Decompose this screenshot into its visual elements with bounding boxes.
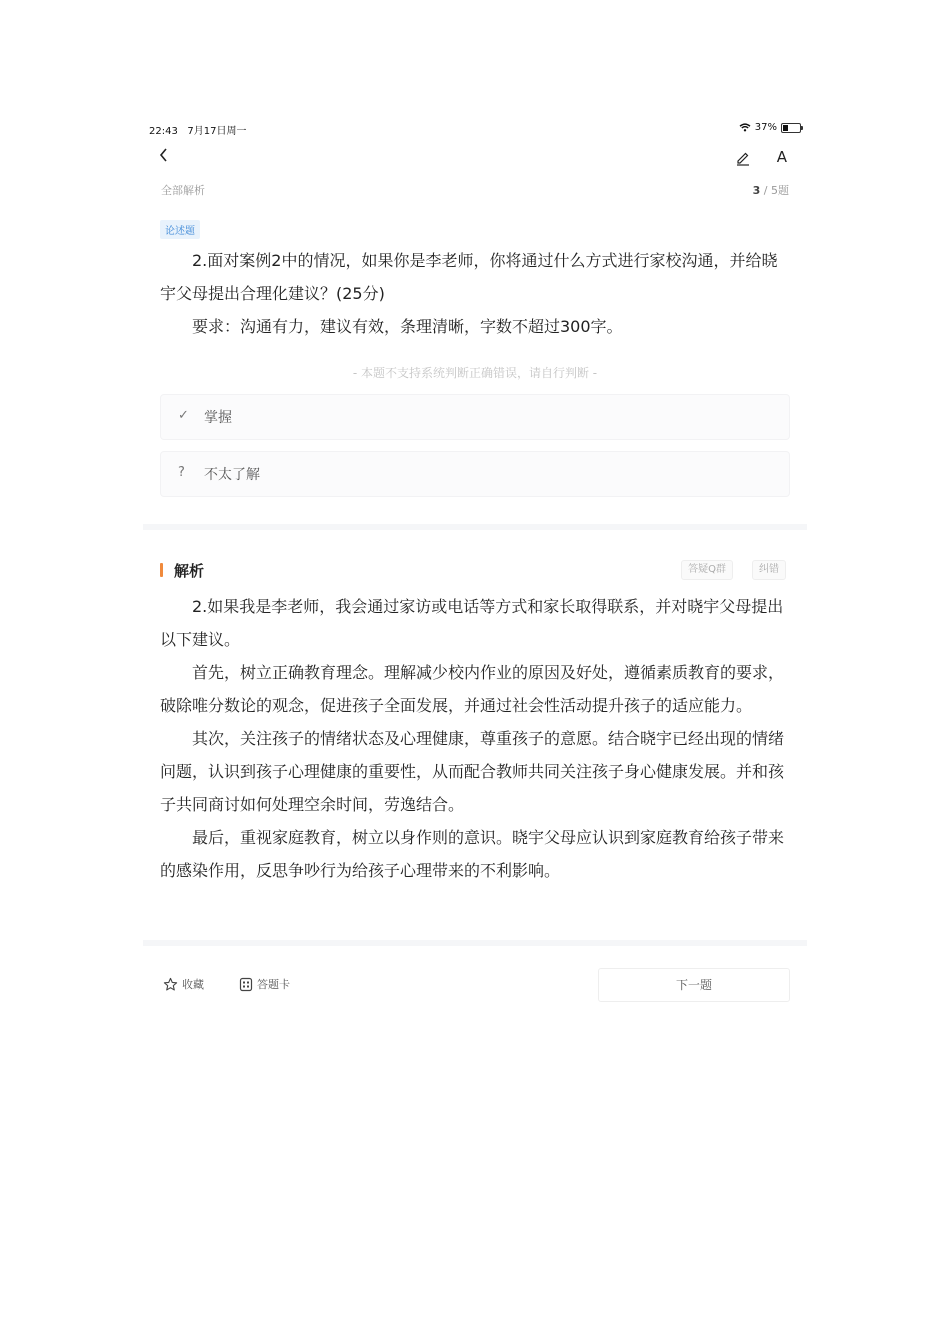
subnav — [161, 182, 789, 198]
nav-bar — [143, 146, 807, 170]
status-time-date — [149, 122, 246, 137]
battery-percent: 37% — [754, 122, 777, 133]
question-mark-icon: ? — [178, 465, 185, 480]
current-question-number: 3 — [752, 184, 761, 197]
analysis-paragraph-3: 其次，关注孩子的情绪状态及心理健康，尊重孩子的意愿。结合晓宇已经出现的情绪问题，认识到孩子心理健康的重要性，从而配合教师共同关注孩子身心健康发展。并和孩子共同商讨如何处理空余时间，劳逸结合。 — [160, 729, 785, 814]
check-icon: ✓ — [178, 408, 189, 423]
self-judge-hint: - 本题不支持系统判断正确错误，请自行判断 - — [352, 366, 598, 380]
chevron-left-icon — [157, 146, 169, 164]
answer-card-icon — [239, 977, 253, 992]
back-button[interactable] — [157, 146, 169, 169]
question-text — [160, 244, 790, 343]
analysis-paragraph-4: 最后，重视家庭教育，树立以身作则的意识。晓宇父母应认识到家庭教育给孩子带来的感染作用，反思争吵行为给孩子心理带来的不利影响。 — [160, 828, 785, 880]
status-bar — [149, 122, 801, 138]
status-time: 22:43 — [149, 126, 178, 137]
section-divider — [143, 940, 807, 946]
bottom-bar — [143, 968, 807, 1002]
wifi-icon — [739, 123, 751, 132]
pencil-icon[interactable] — [735, 150, 751, 166]
favorite-label: 收藏 — [182, 978, 204, 991]
question-line-2: 要求：沟通有力，建议有效，条理清晰，字数不超过300字。 — [192, 317, 623, 336]
status-date: 7月17日周一 — [187, 126, 247, 137]
qq-group-button[interactable]: 答疑Q群 — [681, 560, 733, 580]
font-size-button[interactable]: A — [776, 148, 787, 166]
report-error-button[interactable]: 纠错 — [752, 560, 786, 580]
option-mastered[interactable] — [160, 394, 790, 440]
answer-card-button[interactable] — [239, 976, 290, 992]
next-question-button[interactable]: 下一题 — [598, 968, 790, 1002]
question-line-1: 2.面对案例2中的情况，如果你是李老师，你将通过什么方式进行家校沟通，并给晓宇父母提出合理化建议？(25分) — [160, 251, 778, 303]
star-icon — [163, 977, 178, 992]
question-type-tag: 论述题 — [160, 220, 200, 239]
option-label: 不太了解 — [204, 467, 260, 483]
total-questions: / 5题 — [760, 184, 789, 197]
app-screen — [143, 116, 807, 1016]
battery-icon — [781, 123, 801, 133]
analysis-title: 解析 — [160, 560, 204, 581]
section-divider — [143, 524, 807, 530]
analysis-paragraph-1: 2.如果我是李老师，我会通过家访或电话等方式和家长取得联系，并对晓宇父母提出以下建议。 — [160, 597, 784, 649]
option-label: 掌握 — [204, 410, 232, 426]
option-not-understood[interactable] — [160, 451, 790, 497]
answer-card-label: 答题卡 — [257, 978, 290, 991]
question-progress — [753, 182, 789, 198]
analysis-text — [160, 590, 790, 887]
subnav-title[interactable]: 全部解析 — [161, 184, 205, 197]
analysis-paragraph-2: 首先，树立正确教育理念。理解减少校内作业的原因及好处，遵循素质教育的要求，破除唯分数论的观念，促进孩子全面发展，并通过社会性活动提升孩子的适应能力。 — [160, 663, 785, 715]
status-indicators — [739, 122, 801, 133]
favorite-button[interactable] — [163, 976, 204, 992]
